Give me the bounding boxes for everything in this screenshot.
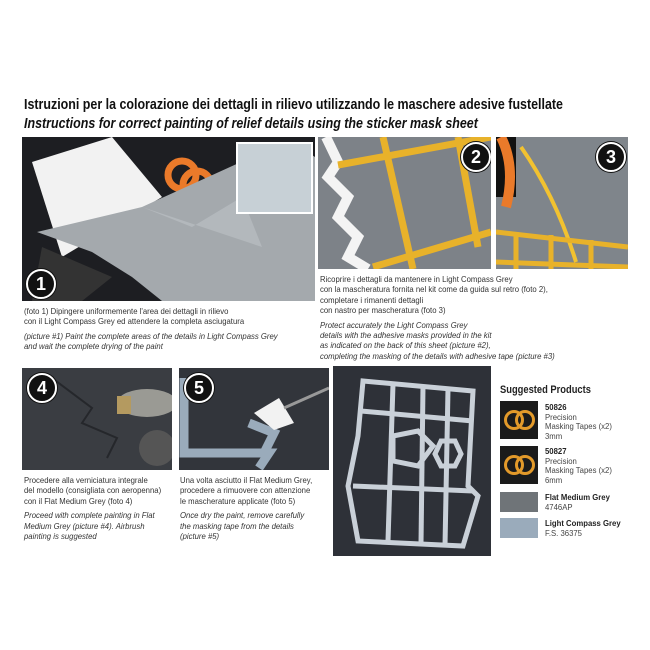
suggested-products-title: Suggested Products [500, 384, 591, 396]
product-50826: 50826 Precision Masking Tapes (x2) 3mm [545, 402, 612, 441]
photo-4-airbrush [22, 368, 172, 470]
step-3-badge: 3 [596, 142, 626, 172]
step-1-text: (foto 1) Dipingere uniformemente l'area dei dettagli in rilievo con il Light Compass Grey ed attendere la completa asciugatura (picture #1) Paint the complete areas of the details in Light Compass Grey and wait the complete drying of the paint [24, 306, 278, 352]
photo-2-masks [318, 137, 491, 269]
photo-1-aircraft [22, 137, 315, 301]
title-english: Instructions for correct painting of relief details using the sticker mask sheet [24, 115, 478, 132]
photo-5-removing-mask [179, 368, 329, 470]
step-2-badge: 2 [461, 142, 491, 172]
step-4-text: Procedere alla verniciatura integrale del modello (consigliata con aeropenna) con il Flat Medium Grey (foto 4) Proceed with complete painting in Flat Medium Grey (picture #4). Airbrush painting is suggested [24, 475, 162, 542]
product-50826-image [500, 401, 538, 439]
product-50827: 50827 Precision Masking Tapes (x2) 6mm [545, 446, 612, 485]
step-1-badge: 1 [26, 269, 56, 299]
mask-sheet-illustration [333, 366, 491, 556]
photo-3-tape [496, 137, 628, 269]
step-5-badge: 5 [184, 373, 214, 403]
light-compass-grey-swatch [500, 518, 538, 538]
step-4-badge: 4 [27, 373, 57, 403]
title-italian: Istruzioni per la colorazione dei dettagli in rilievo utilizzando le maschere adesive fustellate [24, 96, 563, 113]
flat-medium-grey-swatch [500, 492, 538, 512]
step-5-text: Una volta asciutto il Flat Medium Grey, procedere a rimuovere con attenzione le mascherature applicate (foto 5) Once dry the paint, remove carefully the masking tape from the details (picture #5) [180, 475, 313, 542]
paint-light-compass-grey: Light Compass Grey F.S. 36375 [545, 518, 621, 538]
paint-flat-medium-grey: Flat Medium Grey 4746AP [545, 492, 610, 512]
aircraft-illustration [22, 137, 315, 301]
product-50827-image [500, 446, 538, 484]
step-2-3-text: Ricoprire i dettagli da mantenere in Light Compass Grey con la mascheratura fornita nel kit come da guida sul retro (foto 2), completare i rimanenti dettagli con nastro per mascheratura (foto 3) Protect accurately the Light Compass Grey details with the adhesive masks provided in the kit as indicated on the back of this sheet (picture #2), completing the masking of the details with adhesive tape (picture #3) [320, 274, 555, 361]
photo-mask-sheet [333, 366, 491, 556]
